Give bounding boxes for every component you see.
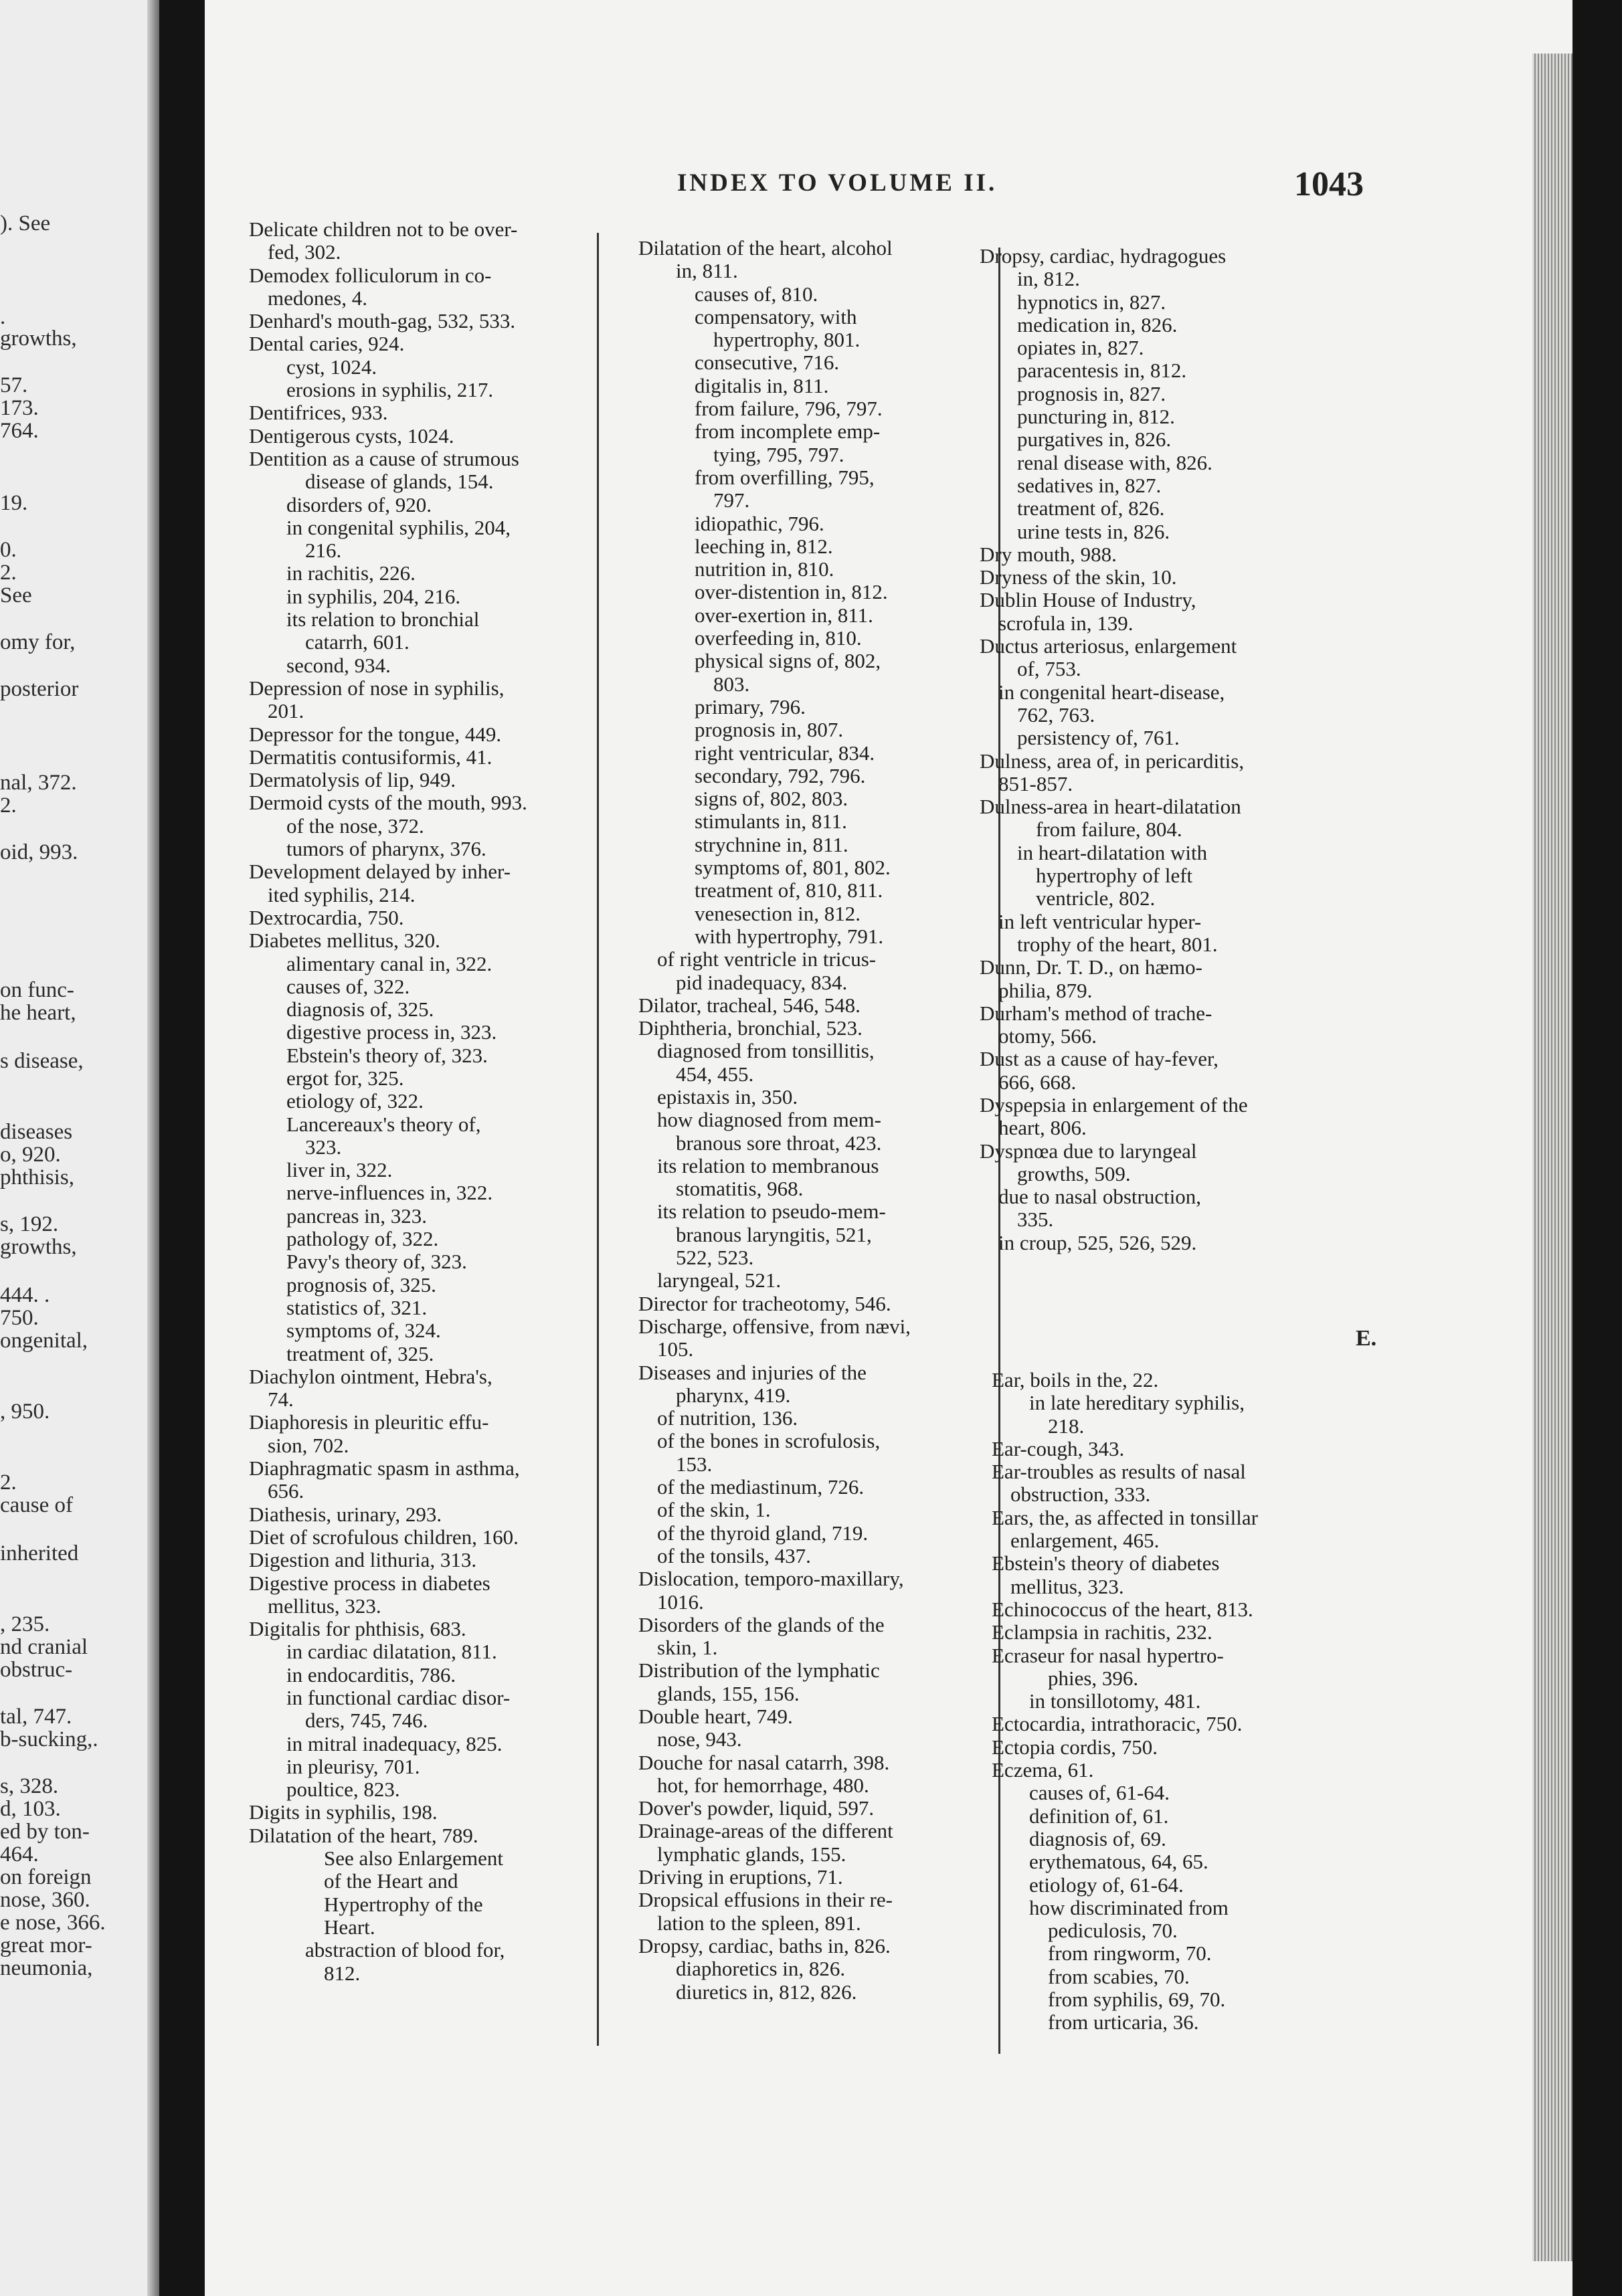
index-entry: of the mediastinum, 726.	[657, 1475, 865, 1499]
index-entry: ventricle, 802.	[1036, 886, 1156, 911]
index-entry: heart, 806.	[998, 1116, 1087, 1140]
index-entry: Dropsical effusions in their re-	[638, 1888, 893, 1912]
index-entry: secondary, 792, 796.	[695, 763, 866, 787]
index-entry: from ringworm, 70.	[1048, 1941, 1212, 1966]
index-entry: Echinococcus of the heart, 813.	[992, 1597, 1253, 1621]
index-entry: statistics of, 321.	[286, 1295, 428, 1319]
index-entry: disorders of, 920.	[286, 492, 432, 516]
index-entry: tying, 795, 797.	[713, 442, 844, 466]
previous-page-line: e nose, 366.	[0, 1911, 106, 1935]
index-entry: Pavy's theory of, 323.	[286, 1250, 467, 1274]
index-entry: digestive process in, 323.	[286, 1020, 497, 1044]
index-entry: Dulness, area of, in pericarditis,	[980, 749, 1245, 773]
index-entry: Ear, boils in the, 22.	[992, 1368, 1159, 1392]
index-entry: glands, 155, 156.	[657, 1681, 800, 1705]
index-entry: opiates in, 827.	[1017, 336, 1144, 360]
index-entry: over-exertion in, 811.	[695, 603, 873, 627]
index-entry: Dropsy, cardiac, hydragogues	[980, 244, 1227, 268]
index-entry: 74.	[268, 1388, 294, 1412]
index-entry: from syphilis, 69, 70.	[1048, 1988, 1226, 2012]
index-entry: enlargement, 465.	[1010, 1529, 1160, 1553]
previous-page-line: s, 192.	[0, 1212, 59, 1236]
section-heading-e: E.	[1356, 1326, 1377, 1351]
index-entry: 201.	[268, 699, 304, 723]
index-entry: laryngeal, 521.	[657, 1268, 782, 1293]
index-entry: pancreas in, 323.	[286, 1204, 428, 1228]
index-entry: from overfilling, 795,	[695, 465, 875, 489]
index-entry: ergot for, 325.	[286, 1066, 404, 1090]
index-entry: Dilatation of the heart, 789.	[249, 1823, 478, 1847]
index-column-3	[980, 245, 1568, 1254]
index-entry: definition of, 61.	[1029, 1804, 1169, 1828]
index-entry: 797.	[713, 488, 750, 512]
previous-page-line: 444. .	[0, 1283, 50, 1307]
index-entry: phies, 396.	[1048, 1666, 1139, 1690]
index-entry: 1016.	[657, 1590, 704, 1614]
previous-page-line: 464.	[0, 1842, 39, 1867]
index-entry: digitalis in, 811.	[695, 373, 829, 397]
index-entry: Ebstein's theory of, 323.	[286, 1043, 488, 1067]
previous-page-line: posterior	[0, 677, 79, 701]
index-entry: diaphoretics in, 826.	[676, 1957, 846, 1981]
index-entry: Diphtheria, bronchial, 523.	[638, 1016, 863, 1040]
index-entry: nose, 943.	[657, 1727, 742, 1751]
index-page	[205, 0, 1572, 2296]
index-entry: Diachylon ointment, Hebra's,	[249, 1364, 492, 1388]
index-entry: etiology of, 61-64.	[1029, 1873, 1184, 1897]
previous-page-line: See	[0, 583, 32, 607]
index-entry: persistency of, 761.	[1017, 726, 1180, 750]
index-entry: cyst, 1024.	[286, 355, 377, 379]
index-entry: Dilator, tracheal, 546, 548.	[638, 993, 861, 1017]
previous-page-line: cause of	[0, 1493, 74, 1517]
index-entry: Dulness-area in heart-dilatation	[980, 795, 1241, 819]
index-entry: Digestive process in diabetes	[249, 1571, 490, 1595]
previous-page-line: s, 328.	[0, 1774, 59, 1798]
index-entry: Delicate children not to be over-	[249, 217, 518, 241]
previous-page-line: o, 920.	[0, 1143, 61, 1167]
index-entry: Digestion and lithuria, 313.	[249, 1548, 477, 1572]
index-entry: Dental caries, 924.	[249, 332, 405, 356]
index-entry: treatment of, 826.	[1017, 496, 1165, 520]
index-entry: Ebstein's theory of diabetes	[992, 1551, 1220, 1575]
index-entry: Durham's method of trache-	[980, 1001, 1212, 1025]
index-entry: medones, 4.	[268, 286, 367, 310]
index-entry: Development delayed by inher-	[249, 860, 511, 884]
index-entry: Dover's powder, liquid, 597.	[638, 1796, 875, 1820]
index-entry: its relation to membranous	[657, 1153, 879, 1177]
index-entry: Depressor for the tongue, 449.	[249, 722, 502, 746]
index-entry: how diagnosed from mem-	[657, 1108, 881, 1132]
index-entry: scrofula in, 139.	[998, 611, 1134, 635]
index-entry: Ectopia cordis, 750.	[992, 1735, 1158, 1759]
index-entry: causes of, 61-64.	[1029, 1781, 1170, 1805]
index-entry: pediculosis, 70.	[1048, 1919, 1178, 1943]
index-entry: Dentifrices, 933.	[249, 401, 388, 425]
index-entry: mellitus, 323.	[268, 1594, 381, 1618]
index-entry: hot, for hemorrhage, 480.	[657, 1773, 869, 1797]
index-entry: skin, 1.	[657, 1636, 718, 1660]
index-entry: 522, 523.	[676, 1246, 754, 1270]
index-entry: in congenital syphilis, 204,	[286, 515, 511, 539]
previous-page-line: ). See	[0, 211, 51, 235]
index-entry: Dislocation, temporo-maxillary,	[638, 1567, 904, 1591]
index-entry: in, 812.	[1017, 267, 1080, 291]
index-entry: puncturing in, 812.	[1017, 405, 1175, 429]
index-entry: 762, 763.	[1017, 702, 1095, 727]
previous-page-fragment	[0, 0, 159, 2296]
index-entry: lation to the spleen, 891.	[657, 1911, 861, 1935]
index-entry: urine tests in, 826.	[1017, 519, 1170, 543]
index-entry: prognosis of, 325.	[286, 1272, 436, 1297]
index-entry: Depression of nose in syphilis,	[249, 676, 505, 700]
index-entry: Ductus arteriosus, enlargement	[980, 634, 1237, 658]
index-entry: sedatives in, 827.	[1017, 473, 1162, 497]
previous-page-line: s disease,	[0, 1049, 84, 1073]
previous-page-line: nose, 360.	[0, 1888, 90, 1912]
index-entry: 454, 455.	[676, 1062, 754, 1086]
index-entry: from urticaria, 36.	[1048, 2010, 1199, 2034]
previous-page-line: 2.	[0, 1470, 17, 1495]
index-entry: growths, 509.	[1017, 1161, 1131, 1185]
index-entry: of nutrition, 136.	[657, 1406, 798, 1430]
index-entry: Distribution of the lymphatic	[638, 1658, 880, 1683]
index-entry: in heart-dilatation with	[1017, 840, 1208, 864]
index-entry: treatment of, 325.	[286, 1341, 434, 1365]
previous-page-line: nal, 372.	[0, 771, 77, 795]
index-entry: mellitus, 323.	[1010, 1574, 1124, 1598]
previous-page-line: nd cranial	[0, 1635, 88, 1659]
index-entry: Dermatolysis of lip, 949.	[249, 768, 456, 792]
index-entry: nutrition in, 810.	[695, 557, 834, 581]
index-entry: symptoms of, 801, 802.	[695, 856, 891, 880]
index-entry: pharynx, 419.	[676, 1383, 791, 1407]
index-entry: Driving in eruptions, 71.	[638, 1865, 843, 1889]
index-entry: poultice, 823.	[286, 1778, 400, 1802]
index-entry: medication in, 826.	[1017, 312, 1178, 337]
index-entry: catarrh, 601.	[305, 630, 410, 654]
index-entry: of the tonsils, 437.	[657, 1543, 811, 1567]
index-entry: otomy, 566.	[998, 1024, 1097, 1048]
previous-page-line: .	[0, 305, 6, 329]
previous-page-line: on func-	[0, 978, 74, 1002]
page-header	[205, 165, 1536, 209]
index-entry: 803.	[713, 672, 750, 696]
index-entry: Lancereaux's theory of,	[286, 1112, 481, 1136]
previous-page-line: growths,	[0, 326, 77, 351]
index-entry: lymphatic glands, 155.	[657, 1842, 846, 1866]
index-entry: from failure, 804.	[1036, 818, 1182, 842]
index-entry: of the thyroid gland, 719.	[657, 1521, 869, 1545]
index-entry: 153.	[676, 1452, 713, 1476]
previous-page-line: 2.	[0, 561, 17, 585]
index-entry: Digits in syphilis, 198.	[249, 1800, 438, 1824]
index-entry: leeching in, 812.	[695, 534, 833, 558]
index-entry: 851-857.	[998, 771, 1073, 795]
index-entry: right ventricular, 834.	[695, 741, 875, 765]
index-entry: of the Heart and	[324, 1869, 458, 1893]
index-entry: 323.	[305, 1135, 342, 1159]
index-entry: branous sore throat, 423.	[676, 1131, 882, 1155]
index-entry: in tonsillotomy, 481.	[1029, 1689, 1201, 1713]
index-entry: diagnosis of, 325.	[286, 997, 434, 1022]
index-entry: Digitalis for phthisis, 683.	[249, 1617, 466, 1641]
index-entry: alimentary canal in, 322.	[286, 951, 492, 975]
index-entry: Diaphragmatic spasm in asthma,	[249, 1456, 520, 1480]
index-entry: in late hereditary syphilis,	[1029, 1391, 1245, 1415]
index-entry: Drainage-areas of the different	[638, 1819, 893, 1843]
index-entry: Discharge, offensive, from nævi,	[638, 1314, 911, 1338]
index-column-1	[249, 218, 624, 1985]
index-entry: Ectocardia, intrathoracic, 750.	[992, 1712, 1243, 1736]
index-entry: Dryness of the skin, 10.	[980, 565, 1177, 589]
index-entry: sion, 702.	[268, 1433, 349, 1457]
previous-page-line: inherited	[0, 1541, 79, 1565]
index-entry: in syphilis, 204, 216.	[286, 584, 461, 608]
previous-page-line: ed by ton-	[0, 1820, 90, 1844]
index-entry: ders, 745, 746.	[305, 1709, 428, 1733]
index-entry: Dilatation of the heart, alcohol	[638, 236, 893, 260]
index-entry: Diet of scrofulous children, 160.	[249, 1525, 519, 1549]
index-entry: Double heart, 749.	[638, 1705, 793, 1728]
index-entry: fed, 302.	[268, 240, 341, 264]
index-entry: 335.	[1017, 1208, 1054, 1232]
index-entry: 218.	[1048, 1414, 1085, 1438]
index-entry: ited syphilis, 214.	[268, 882, 416, 906]
previous-page-line: diseases	[0, 1120, 73, 1144]
index-entry: tumors of pharynx, 376.	[286, 837, 486, 861]
index-entry: renal disease with, 826.	[1017, 450, 1212, 474]
index-entry: etiology of, 322.	[286, 1089, 424, 1113]
index-entry: Diseases and injuries of the	[638, 1360, 867, 1384]
previous-page-line: , 235.	[0, 1612, 50, 1636]
previous-page-line: neumonia,	[0, 1956, 93, 1980]
previous-page-line: oid, 993.	[0, 840, 78, 864]
index-entry: its relation to pseudo-mem-	[657, 1200, 886, 1224]
index-entry: Eczema, 61.	[992, 1758, 1094, 1782]
index-entry: Director for tracheotomy, 546.	[638, 1291, 891, 1315]
index-entry: Dyspepsia in enlargement of the	[980, 1092, 1248, 1117]
index-entry: with hypertrophy, 791.	[695, 924, 884, 948]
index-entry: Ears, the, as affected in tonsillar	[992, 1505, 1258, 1529]
index-entry: liver in, 322.	[286, 1158, 393, 1182]
previous-page-line: 173.	[0, 396, 39, 420]
index-entry: in, 811.	[676, 259, 738, 283]
page-stack-edges	[1532, 54, 1572, 2261]
index-entry: from failure, 796, 797.	[695, 397, 883, 421]
index-entry: pathology of, 322.	[286, 1227, 439, 1251]
index-entry: 105.	[657, 1337, 694, 1361]
index-entry: Dentition as a cause of strumous	[249, 446, 519, 470]
running-head: INDEX TO VOLUME II.	[677, 169, 998, 197]
index-entry: Dust as a cause of hay-fever,	[980, 1047, 1219, 1071]
index-entry: Diathesis, urinary, 293.	[249, 1502, 442, 1526]
index-entry: its relation to bronchial	[286, 607, 480, 632]
index-entry: consecutive, 716.	[695, 351, 840, 375]
previous-page-line: obstruc-	[0, 1658, 73, 1682]
index-entry: hypnotics in, 827.	[1017, 290, 1166, 314]
previous-page-line: tal, 747.	[0, 1705, 72, 1729]
index-entry: diagnosed from tonsillitis,	[657, 1039, 875, 1063]
index-entry: Ecraseur for nasal hypertro-	[992, 1643, 1224, 1667]
index-entry: Dyspnœa due to laryngeal	[980, 1139, 1197, 1163]
previous-page-line: 2.	[0, 793, 17, 818]
index-entry: from incomplete emp-	[695, 419, 881, 444]
index-entry: of the bones in scrofulosis,	[657, 1429, 881, 1453]
index-entry: in cardiac dilatation, 811.	[286, 1640, 497, 1664]
index-entry: primary, 796.	[695, 694, 806, 719]
index-entry: abstraction of blood for,	[305, 1938, 505, 1962]
index-entry: of right ventricle in tricus-	[657, 947, 877, 971]
index-entry: hypertrophy of left	[1036, 864, 1193, 888]
index-entry: Dunn, Dr. T. D., on hæmo-	[980, 955, 1202, 979]
index-entry: erythematous, 64, 65.	[1029, 1850, 1208, 1874]
index-entry: erosions in syphilis, 217.	[286, 378, 494, 402]
index-entry: venesection in, 812.	[695, 901, 861, 925]
index-entry: Dropsy, cardiac, baths in, 826.	[638, 1933, 891, 1957]
previous-page-line: omy for,	[0, 630, 76, 654]
index-entry: obstruction, 333.	[1010, 1482, 1151, 1507]
index-entry: prognosis in, 827.	[1017, 381, 1166, 405]
index-entry: causes of, 810.	[695, 282, 818, 306]
index-entry: epistaxis in, 350.	[657, 1084, 798, 1109]
index-entry: signs of, 802, 803.	[695, 787, 848, 811]
index-entry: pid inadequacy, 834.	[676, 970, 848, 994]
previous-page-line: 0.	[0, 538, 17, 562]
index-entry: Dextrocardia, 750.	[249, 905, 404, 929]
index-entry: of the nose, 372.	[286, 814, 424, 838]
previous-page-line: 750.	[0, 1306, 39, 1330]
page-fold-shadow	[147, 0, 159, 2296]
index-entry: branous laryngitis, 521,	[676, 1222, 872, 1246]
index-entry: diagnosis of, 69.	[1029, 1826, 1166, 1850]
previous-page-line: growths,	[0, 1235, 77, 1259]
previous-page-line: he heart,	[0, 1001, 76, 1025]
index-entry: disease of glands, 154.	[305, 470, 494, 494]
index-entry: Dermoid cysts of the mouth, 993.	[249, 791, 527, 815]
index-column-3-section-e	[992, 1369, 1572, 2034]
index-entry: Diaphoresis in pleuritic effu-	[249, 1410, 489, 1434]
index-entry: paracentesis in, 812.	[1017, 359, 1187, 383]
index-entry: treatment of, 810, 811.	[695, 878, 883, 902]
index-entry: trophy of the heart, 801.	[1017, 932, 1218, 956]
index-entry: See also Enlargement	[324, 1846, 504, 1871]
index-entry: hypertrophy, 801.	[713, 328, 861, 352]
index-entry: causes of, 322.	[286, 974, 410, 998]
previous-page-line: on foreign	[0, 1865, 92, 1889]
index-entry: strychnine in, 811.	[695, 832, 848, 856]
index-entry: due to nasal obstruction,	[998, 1185, 1202, 1209]
index-entry: philia, 879.	[998, 978, 1093, 1002]
index-entry: Demodex folliculorum in co-	[249, 263, 492, 287]
index-entry: over-distention in, 812.	[695, 580, 888, 604]
previous-page-line: phthisis,	[0, 1165, 74, 1189]
index-entry: Dentigerous cysts, 1024.	[249, 423, 454, 448]
previous-page-line: ongenital,	[0, 1329, 88, 1353]
index-entry: Diabetes mellitus, 320.	[249, 929, 440, 953]
previous-page-line: great mor-	[0, 1933, 92, 1957]
previous-page-line: 19.	[0, 491, 28, 515]
index-entry: stomatitis, 968.	[676, 1177, 804, 1201]
index-entry: second, 934.	[286, 653, 391, 677]
index-entry: Douche for nasal catarrh, 398.	[638, 1750, 890, 1774]
previous-page-line: b-sucking,.	[0, 1727, 98, 1751]
index-entry: in rachitis, 226.	[286, 561, 416, 585]
index-entry: of the skin, 1.	[657, 1498, 771, 1522]
index-entry: physical signs of, 802,	[695, 649, 881, 673]
index-entry: 812.	[324, 1961, 361, 1985]
index-entry: Hypertrophy of the	[324, 1892, 483, 1916]
index-entry: nerve-influences in, 322.	[286, 1181, 493, 1205]
index-entry: in left ventricular hyper-	[998, 909, 1202, 933]
index-entry: Eclampsia in rachitis, 232.	[992, 1620, 1212, 1644]
previous-page-line: , 950.	[0, 1400, 50, 1424]
index-entry: Dublin House of Industry,	[980, 588, 1196, 612]
index-entry: compensatory, with	[695, 304, 857, 328]
index-entry: Denhard's mouth-gag, 532, 533.	[249, 309, 516, 333]
previous-page-line: 764.	[0, 419, 39, 443]
index-entry: in congenital heart-disease,	[998, 680, 1225, 704]
index-entry: in pleurisy, 701.	[286, 1754, 420, 1778]
index-entry: in functional cardiac disor-	[286, 1686, 511, 1709]
index-entry: how discriminated from	[1029, 1895, 1229, 1919]
index-entry: 656.	[268, 1479, 304, 1503]
previous-page-line: 57.	[0, 373, 28, 397]
previous-page-line: d, 103.	[0, 1797, 61, 1821]
index-entry: Ear-cough, 343.	[992, 1436, 1125, 1460]
index-entry: symptoms of, 324.	[286, 1319, 441, 1343]
index-entry: Disorders of the glands of the	[638, 1612, 885, 1636]
index-entry: Heart.	[324, 1915, 375, 1939]
index-entry: 216.	[305, 539, 342, 563]
index-entry: idiopathic, 796.	[695, 511, 824, 535]
index-entry: in mitral inadequacy, 825.	[286, 1731, 503, 1755]
index-entry: from scabies, 70.	[1048, 1964, 1190, 1988]
index-entry: prognosis in, 807.	[695, 718, 844, 742]
index-entry: Dry mouth, 988.	[980, 542, 1117, 566]
index-entry: purgatives in, 826.	[1017, 427, 1172, 452]
index-entry: diuretics in, 812, 826.	[676, 1980, 857, 2004]
index-entry: in croup, 525, 526, 529.	[998, 1230, 1197, 1254]
index-entry: 666, 668.	[998, 1070, 1077, 1094]
index-entry: in endocarditis, 786.	[286, 1662, 456, 1687]
index-entry: Dermatitis contusiformis, 41.	[249, 745, 492, 769]
page-number: 1043	[1294, 165, 1364, 203]
index-entry: Ear-troubles as results of nasal	[992, 1460, 1246, 1484]
index-entry: of, 753.	[1017, 657, 1081, 681]
index-entry: stimulants in, 811.	[695, 809, 847, 834]
index-entry: overfeeding in, 810.	[695, 626, 862, 650]
